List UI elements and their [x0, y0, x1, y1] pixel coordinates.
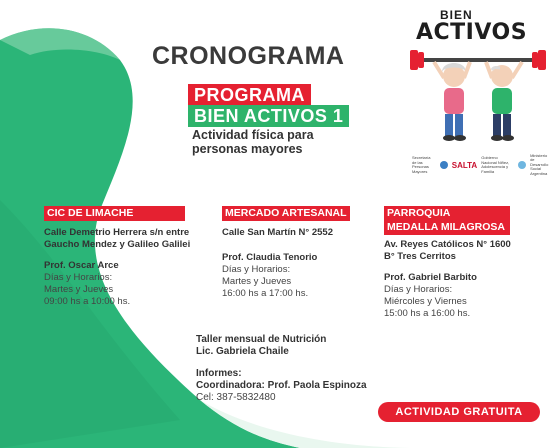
location-parroquia-medalla-milagrosa [384, 206, 544, 320]
page-title: CRONOGRAMA [152, 42, 345, 70]
schedule-hours: 15:00 hs a 16:00 hs. [384, 308, 471, 319]
workshop-lecturer: Lic. Gabriela Chaile [196, 346, 289, 357]
elderly-exercise-icon [408, 6, 548, 154]
contact-phone: Cel: 387-5832480 [196, 392, 276, 403]
location-cic-limache [44, 206, 220, 308]
location-name-line-1: PARROQUIA [384, 206, 510, 220]
sponsor-3: Gobierno Nacional Niñez, Adolescencia y Familia [481, 155, 510, 174]
location-name: CIC DE LIMACHE [44, 206, 185, 221]
professor-name: Prof. Oscar Arce [44, 260, 119, 271]
schedule-hours: 16:00 hs a 17:00 hs. [222, 288, 309, 299]
schedule-label: Días y Horarios: [222, 264, 291, 275]
location-address: Calle San Martín N° 2552 [222, 227, 333, 238]
argentina-emblem-icon [518, 161, 526, 169]
program-banner-red: PROGRAMA [188, 84, 311, 106]
contact-label: Informes: [196, 368, 242, 379]
sponsor-4: Ministerio de Desarrollo Social Argentina [530, 152, 549, 176]
location-name: MERCADO ARTESANAL [222, 206, 350, 221]
schedule-hours: 09:00 hs a 10:00 hs. [44, 296, 131, 307]
professor-name: Prof. Claudia Tenorio [222, 252, 318, 263]
schedule-days: Martes y Jueves [44, 284, 114, 295]
salta-shield-icon [440, 161, 448, 169]
location-mercado-artesanal [222, 206, 372, 300]
location-address-line-2: B° Tres Cerritos [384, 251, 456, 262]
location-address: Calle Demetrio Herrera s/n entre Gaucho Mendez y Galileo Galilei [44, 227, 191, 250]
nutrition-workshop [196, 334, 326, 358]
location-address-line-1: Av. Reyes Católicos N° 1600 [384, 239, 511, 250]
schedule-label: Días y Horarios: [384, 284, 453, 295]
sponsor-2: SALTA [451, 160, 478, 170]
program-subtitle [192, 128, 314, 156]
sponsor-logos [412, 152, 552, 176]
location-name-line-2: MEDALLA MILAGROSA [384, 220, 510, 235]
sponsor-1: Secretaría de las Personas Mayores [412, 155, 431, 174]
schedule-days: Miércoles y Viernes [384, 296, 467, 307]
subtitle-line-2: personas mayores [192, 142, 303, 156]
schedule-label: Días y Horarios: [44, 272, 113, 283]
professor-name: Prof. Gabriel Barbito [384, 272, 477, 283]
bien-activos-logo [408, 6, 548, 154]
location-name [384, 206, 544, 235]
coordinator-name: Coordinadora: Prof. Paola Espinoza [196, 380, 367, 391]
workshop-title: Taller mensual de Nutrición [196, 334, 327, 345]
schedule-days: Martes y Jueves [222, 276, 292, 287]
logo-text-bien: BIEN [440, 8, 473, 22]
subtitle-line-1: Actividad física para [192, 128, 314, 142]
logo-text-activos: ACTIVOS [416, 20, 528, 45]
program-banner-green: BIEN ACTIVOS 1 [188, 105, 349, 127]
free-activity-badge: ACTIVIDAD GRATUITA [378, 402, 540, 422]
contact-info [196, 368, 367, 404]
